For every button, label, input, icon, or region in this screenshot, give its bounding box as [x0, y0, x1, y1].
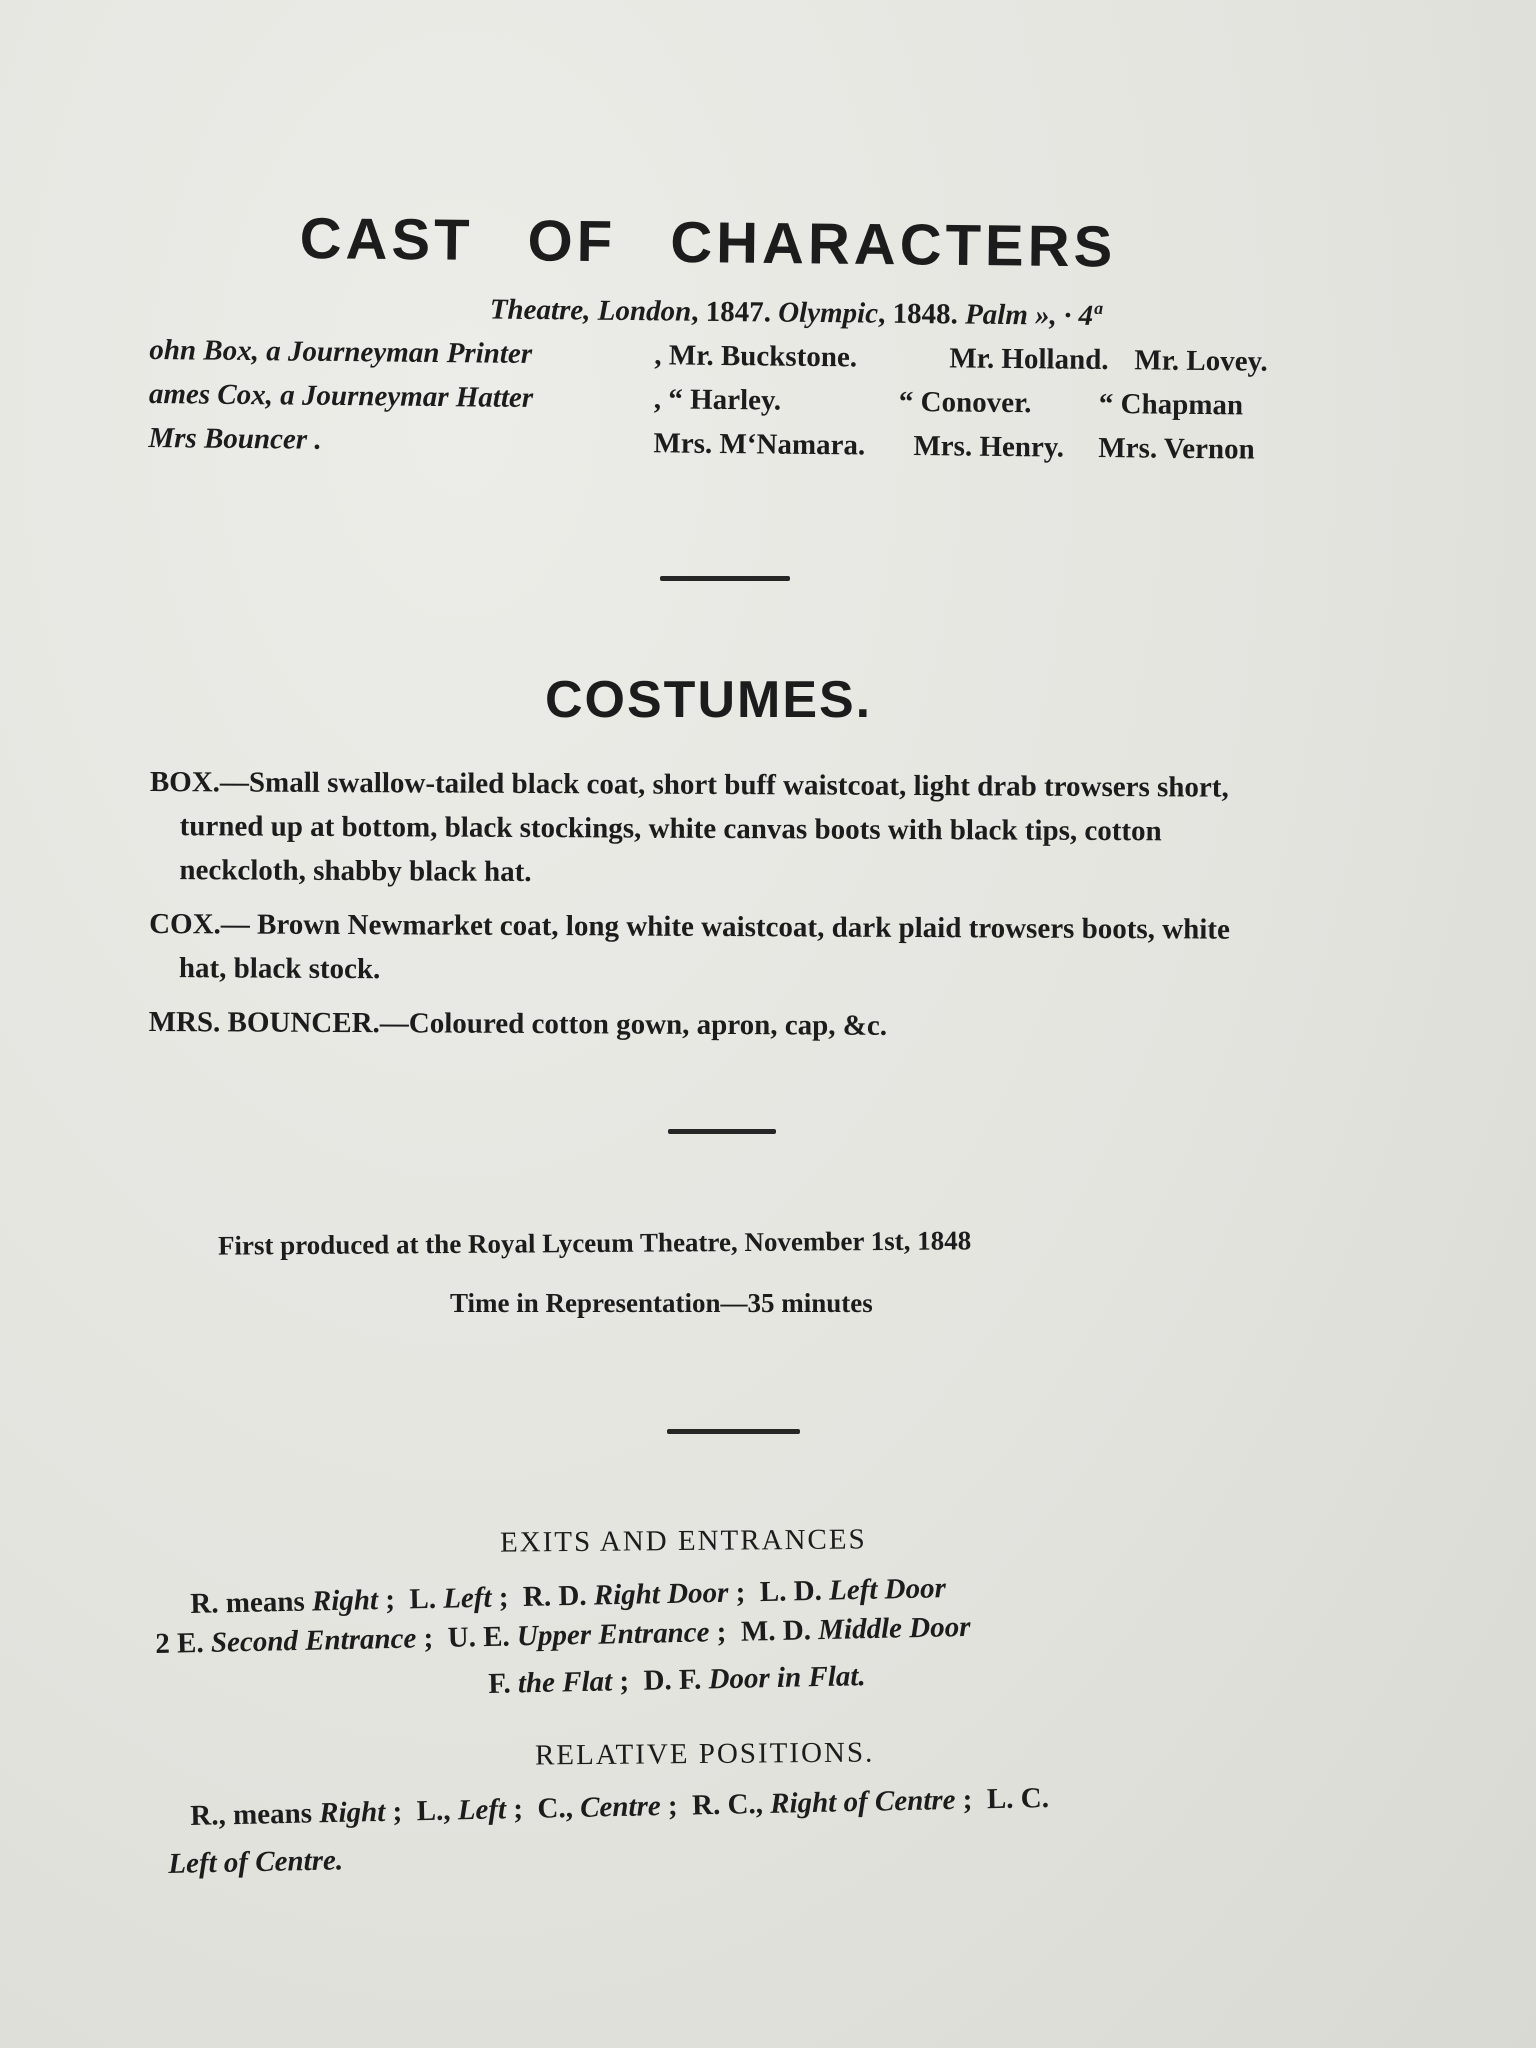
costume-name: MRS. BOUNCER.	[148, 1005, 380, 1040]
legend-segment: ; M. D.	[709, 1614, 819, 1649]
cast-actor-1847: , “ Harley.	[653, 383, 782, 417]
legend-segment: ; L. C.	[955, 1782, 1050, 1816]
cast-title: CAST OF CHARACTERS	[299, 205, 1117, 280]
legend-segment: ; L. D.	[728, 1574, 830, 1609]
positions-title: RELATIVE POSITIONS.	[534, 1736, 875, 1772]
cast-header-third: Palm », · 4ª	[964, 298, 1102, 332]
cast-actor-third: Mr. Lovey.	[1134, 344, 1268, 378]
legend-segment: Second Entrance	[210, 1622, 417, 1659]
cast-actor-1848: “ Conover.	[898, 385, 1032, 420]
cast-role: Mrs Bouncer .	[148, 421, 322, 456]
costume-item	[149, 760, 1280, 898]
cast-header-year-2: , 1848.	[877, 297, 958, 331]
legend-segment: ; R. D.	[491, 1579, 595, 1614]
legend-segment: Middle Door	[817, 1610, 971, 1647]
cast-header-theatre: Theatre, London	[489, 293, 692, 328]
cast-actor-1847: , Mr. Buckstone.	[654, 339, 858, 374]
legend-segment: ; C.,	[505, 1791, 581, 1826]
legend-segment: Left of Centre.	[168, 1844, 344, 1880]
cast-role: ohn Box, a Journeyman Printer	[149, 333, 533, 371]
legend-segment: ; R. C.,	[660, 1787, 771, 1823]
cast-actor-third: “ Chapman	[1098, 387, 1244, 422]
legend-segment: Centre	[579, 1790, 662, 1824]
legend-segment: ; L.,	[384, 1794, 459, 1828]
legend-segment: Right of Centre	[769, 1783, 956, 1820]
positions-line	[190, 1782, 1049, 1833]
legend-segment: Right	[318, 1795, 386, 1830]
costume-text: — Brown Newmarket coat, long white waistcoat, dark plaid trowsers boots, white hat, black stock.	[178, 908, 1230, 986]
costume-text: —Small swallow-tailed black coat, short buff waistcoat, light drab trowsers short, turned up at bottom, black stockings, white canvas boots with black tips, cotton neckcloth, shabby black hat.	[179, 766, 1229, 888]
legend-segment: R., means	[190, 1797, 320, 1832]
legend-segment: Left	[442, 1581, 492, 1615]
positions-line	[168, 1844, 343, 1881]
cast-header-year-1: , 1847.	[691, 295, 772, 329]
exits-title: EXITS AND ENTRANCES	[499, 1523, 867, 1559]
costume-text: —Coloured cotton gown, apron, cap, &c.	[379, 1007, 888, 1042]
legend-segment: ; D. F.	[611, 1663, 709, 1698]
legend-segment: Door in Flat.	[708, 1660, 866, 1696]
cast-table	[148, 290, 1280, 478]
divider-rule	[668, 1129, 776, 1134]
legend-segment: Left	[457, 1793, 507, 1827]
legend-segment: ; U. E.	[415, 1620, 518, 1655]
legend-segment: R. means	[190, 1585, 313, 1620]
legend-segment: 2 E.	[155, 1626, 212, 1660]
costume-item	[149, 902, 1279, 996]
first-produced-note: First produced at the Royal Lyceum Theatre, November 1st, 1848	[217, 1225, 972, 1261]
cast-role: ames Cox, a Journeymar Hatter	[148, 377, 534, 415]
representation-time: Time in Representation—35 minutes	[450, 1288, 873, 1318]
costumes-title: COSTUMES.	[545, 671, 873, 729]
costume-name: COX.	[149, 907, 221, 941]
legend-segment: F.	[488, 1667, 519, 1700]
cast-header-olympic: Olympic	[778, 296, 879, 330]
cast-header-theatres	[490, 294, 1101, 333]
legend-segment: Right Door	[593, 1576, 729, 1612]
costume-item	[149, 1000, 1279, 1050]
legend-segment: Left Door	[828, 1572, 947, 1607]
divider-rule	[667, 1429, 800, 1434]
costumes-list	[148, 760, 1280, 1060]
legend-segment: Right	[311, 1584, 379, 1618]
cast-actor-1848: Mr. Holland.	[949, 342, 1109, 377]
cast-actor-1847: Mrs. M‘Namara.	[653, 427, 866, 462]
legend-segment: Upper Entrance	[516, 1616, 710, 1653]
costume-name: BOX.	[149, 765, 221, 799]
exits-line	[488, 1660, 866, 1701]
cast-actor-1848: Mrs. Henry.	[913, 430, 1065, 464]
cast-actor-third: Mrs. Vernon	[1098, 431, 1255, 466]
legend-segment: ; L.	[377, 1582, 444, 1617]
legend-segment: the Flat	[517, 1665, 613, 1700]
divider-rule	[660, 576, 790, 581]
